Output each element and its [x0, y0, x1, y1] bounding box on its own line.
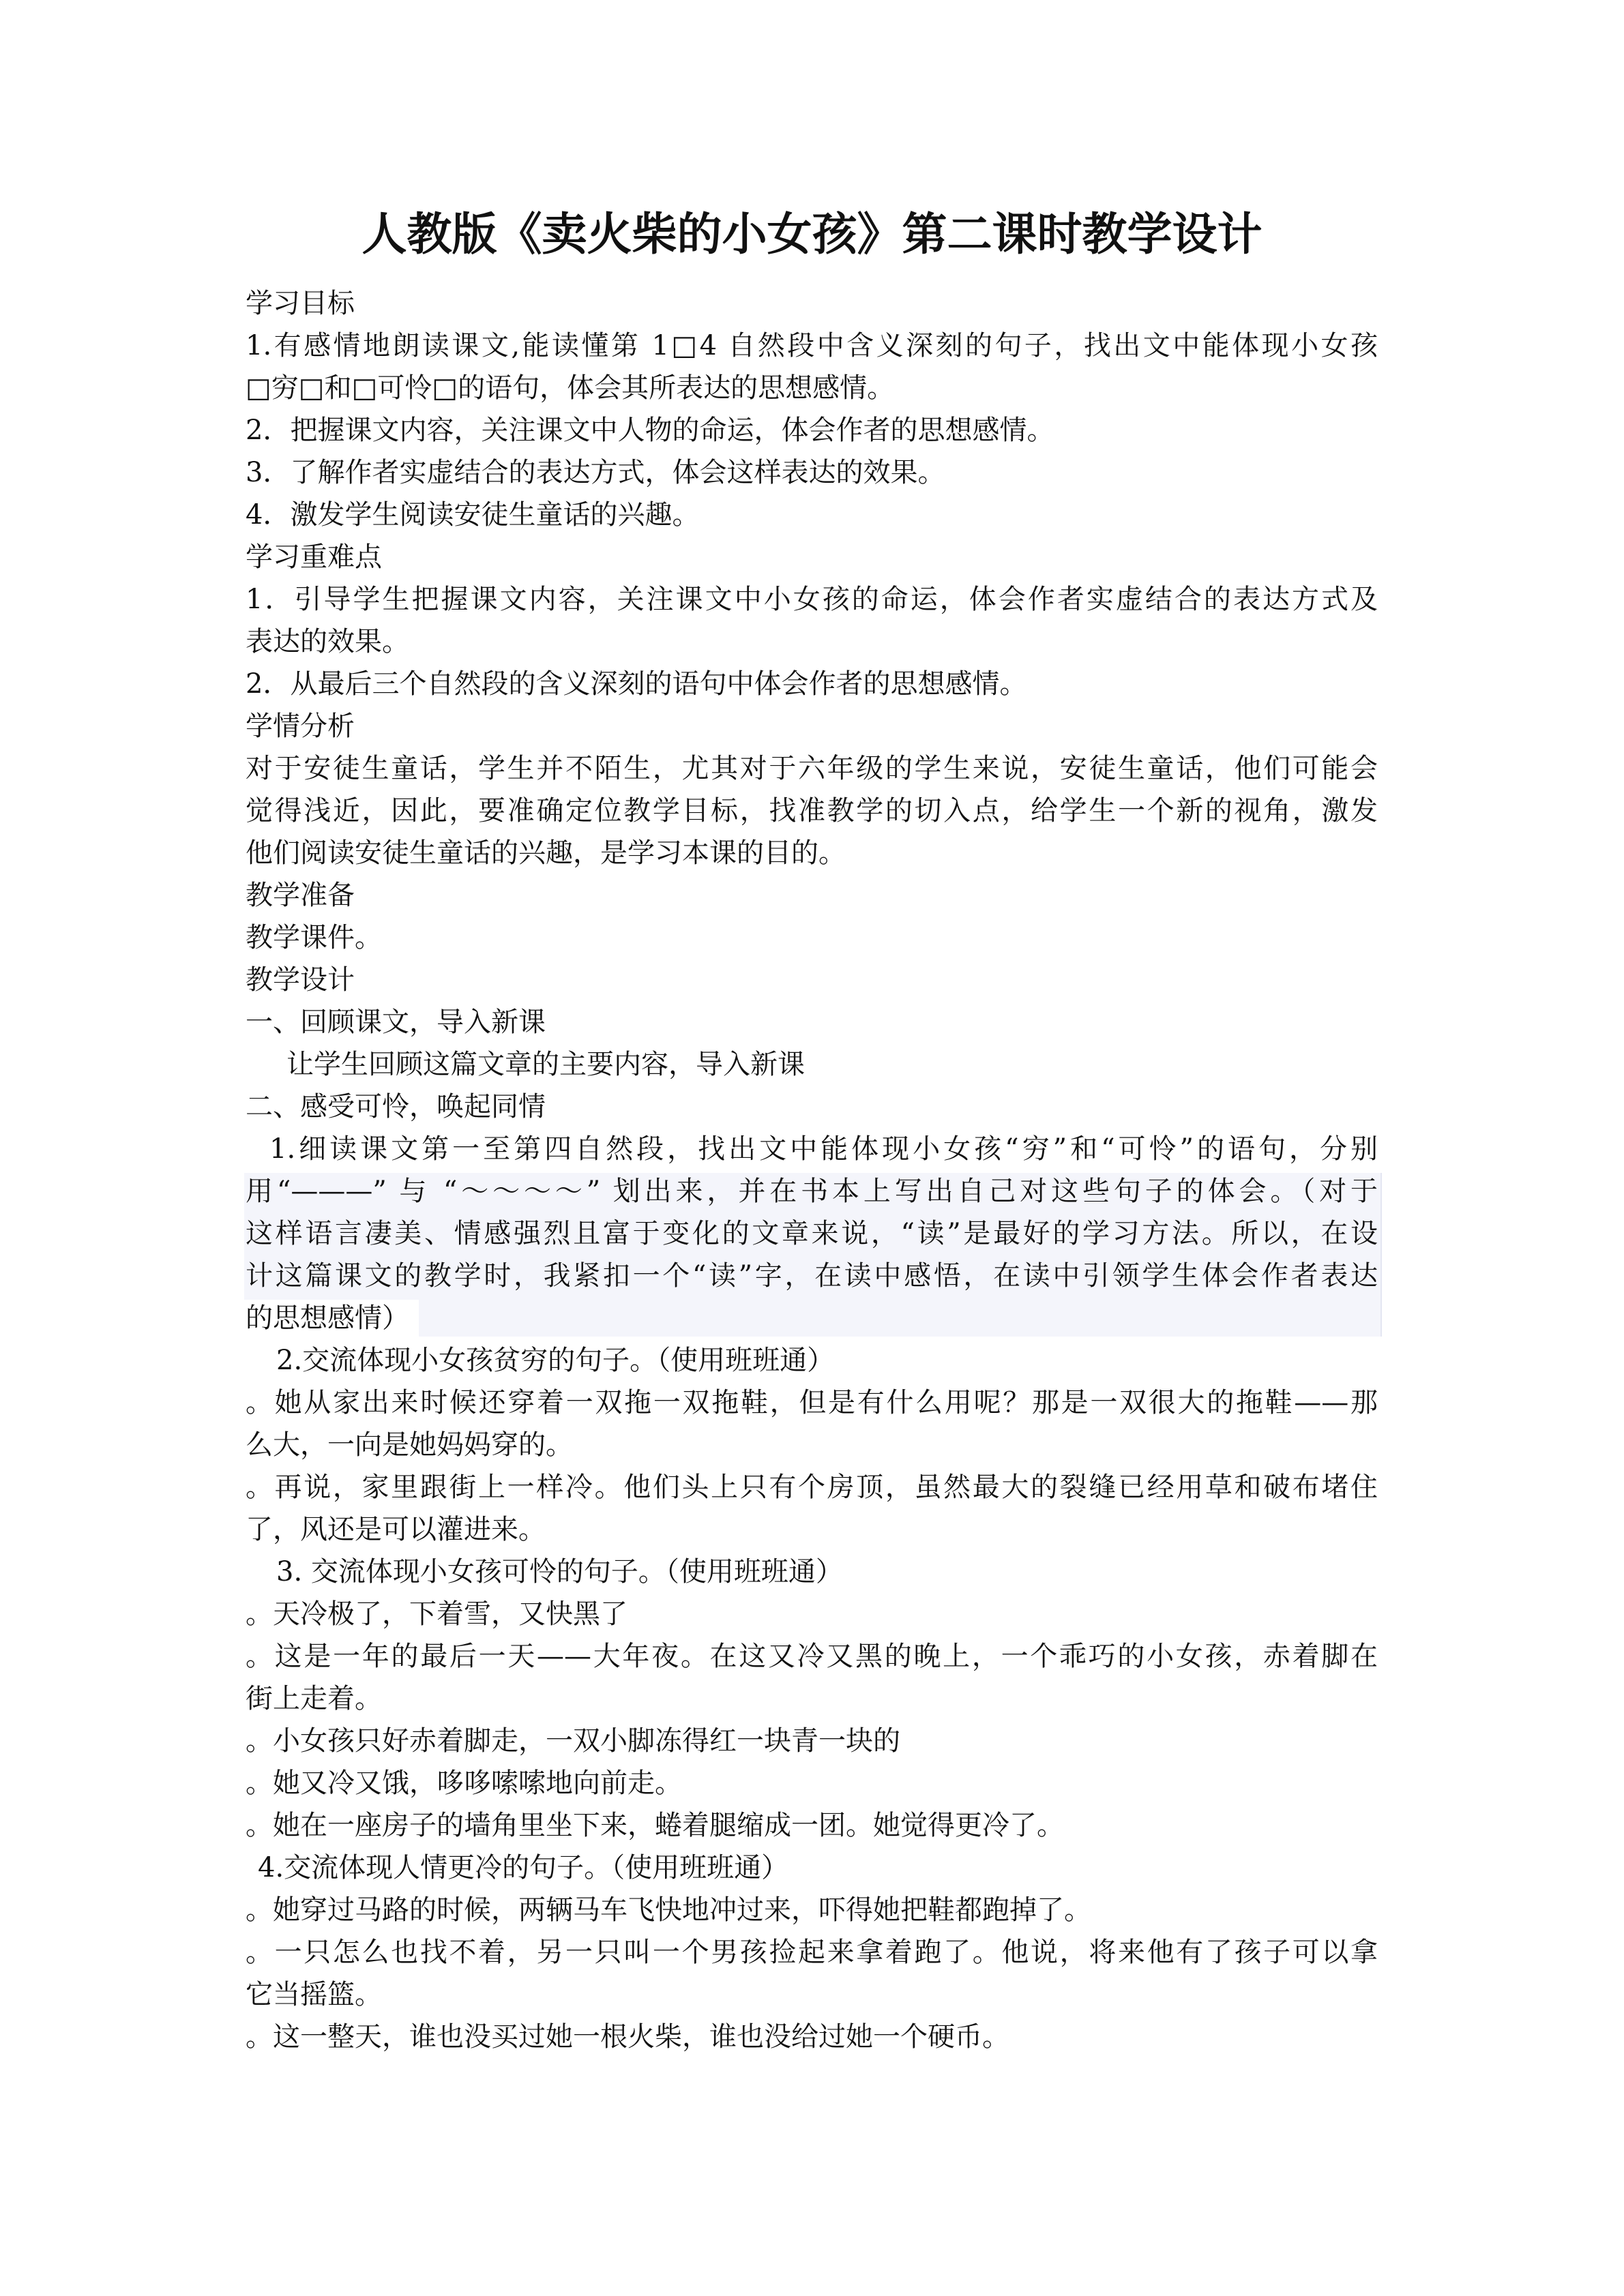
paragraph-line: 。再说，家里跟街上一样冷。他们头上只有个房顶，虽然最大的裂缝已经用草和破布堵住: [246, 1472, 1378, 1503]
paragraph-line: 计这篇课文的教学时，我紧扣一个“读”字，在读中感悟，在读中引领学生体会作者表达: [246, 1260, 1378, 1292]
paragraph-line: 用“———” 与 “～～～～” 划出来，并在书本上写出自己对这些句子的体会。（对于: [246, 1176, 1378, 1207]
paragraph-line: 了，风还是可以灌进来。: [246, 1514, 546, 1545]
paragraph-line: 4．激发学生阅读安徒生童话的兴趣。: [246, 499, 700, 531]
page-title: 人教版《卖火柴的小女孩》第二课时教学设计: [361, 207, 1263, 260]
paragraph-line: 么大，一向是她妈妈穿的。: [246, 1429, 573, 1461]
paragraph-line: 2．把握课文内容，关注课文中人物的命运，体会作者的思想感情。: [246, 415, 1054, 446]
paragraph-line: 的思想感情）: [246, 1302, 409, 1334]
paragraph-line: 1.有感情地朗读课文,能读懂第 1□4 自然段中含义深刻的句子，找出文中能体现小女孩: [246, 330, 1378, 361]
paragraph-line: 。这是一年的最后一天——大年夜。在这又冷又黑的晚上，一个乖巧的小女孩，赤着脚在: [246, 1641, 1378, 1672]
paragraph-line: 。她又冷又饿，哆哆嗦嗦地向前走。: [246, 1768, 682, 1799]
paragraph-line: 他们阅读安徒生童话的兴趣，是学习本课的目的。: [246, 837, 846, 869]
paragraph-line: 觉得浅近，因此，要准确定位教学目标，找准教学的切入点，给学生一个新的视角，激发: [246, 795, 1378, 826]
paragraph-line: 4.交流体现人情更冷的句子。（使用班班通）: [258, 1852, 789, 1883]
step-heading: 二、感受可怜，唤起同情: [246, 1091, 546, 1122]
section-heading: 教学准备: [246, 880, 355, 911]
paragraph-line: □穷□和□可怜□的语句，体会其所表达的思想感情。: [246, 372, 895, 404]
paragraph-line: 。她从家出来时候还穿着一双拖一双拖鞋，但是有什么用呢？那是一双很大的拖鞋——那: [246, 1387, 1378, 1418]
paragraph-line: 让学生回顾这篇文章的主要内容，导入新课: [286, 1049, 805, 1080]
step-heading: 一、回顾课文，导入新课: [246, 1007, 546, 1038]
paragraph-line: 对于安徒生童话，学生并不陌生，尤其对于六年级的学生来说，安徒生童话，他们可能会: [246, 753, 1378, 784]
paragraph-line: 它当摇篮。: [246, 1979, 382, 2010]
paragraph-line: 这样语言凄美、情感强烈且富于变化的文章来说，“读”是最好的学习方法。所以，在设: [246, 1218, 1378, 1249]
section-heading: 学习目标: [246, 288, 355, 319]
paragraph-line: 教学课件。: [246, 922, 382, 953]
paragraph-line: 2．从最后三个自然段的含义深刻的语句中体会作者的思想感情。: [246, 668, 1027, 700]
paragraph-line: 。这一整天，谁也没买过她一根火柴，谁也没给过她一个硬币。: [246, 2021, 1009, 2053]
paragraph-line: 表达的效果。: [246, 626, 409, 657]
paragraph-line: 。天冷极了，下着雪，又快黑了: [246, 1598, 628, 1630]
paragraph-line: 3．了解作者实虚结合的表达方式，体会这样表达的效果。: [246, 457, 945, 488]
paragraph-line: 2.交流体现小女孩贫穷的句子。（使用班班通）: [276, 1345, 835, 1376]
paragraph-line: 。她穿过马路的时候，两辆马车飞快地冲过来，吓得她把鞋都跑掉了。: [246, 1894, 1091, 1926]
paragraph-line: 。一只怎么也找不着，另一只叫一个男孩捡起来拿着跑了。他说，将来他有了孩子可以拿: [246, 1937, 1378, 1968]
paragraph-line: 。小女孩只好赤着脚走，一双小脚冻得红一块青一块的: [246, 1725, 900, 1757]
paragraph-line: 。她在一座房子的墙角里坐下来，蜷着腿缩成一团。她觉得更冷了。: [246, 1810, 1064, 1841]
paragraph-line: 1.细读课文第一至第四自然段，找出文中能体现小女孩“穷”和“可怜”的语句，分别: [269, 1133, 1378, 1165]
section-heading: 学情分析: [246, 711, 355, 742]
section-heading: 学习重难点: [246, 541, 382, 573]
paragraph-line: 1．引导学生把握课文内容，关注课文中小女孩的命运，体会作者实虚结合的表达方式及: [246, 584, 1378, 615]
section-heading: 教学设计: [246, 964, 355, 996]
paragraph-line: 街上走着。: [246, 1683, 382, 1714]
paragraph-line: 3. 交流体现小女孩可怜的句子。（使用班班通）: [276, 1556, 843, 1587]
